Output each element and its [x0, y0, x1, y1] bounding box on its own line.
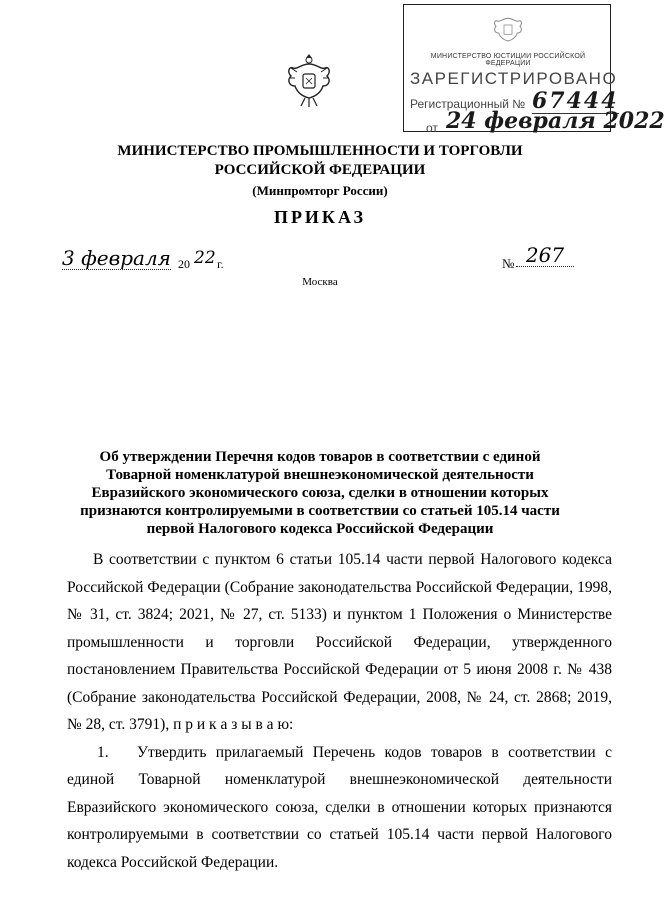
order-body — [67, 546, 612, 876]
preamble-text: В соответствии с пунктом 6 статьи 105.14 части первой Налогового кодекса Российской Федерации (Собрание законодательства Российской Федерации, 1998, № 31, ст. 3824; 2021, № 27, ст. 5133) и пунктом 1 Положения о Министерстве промышленности и торговли Российской Федерации, утвержденного постановлением Правительства Российской Федерации от 5 июня 2008 г. № 438 (Собрание законодательства Российской Федерации, 2008, № 24, ст. 2868; 2019, № 28, ст. 3791), — [67, 551, 612, 733]
stamp-regno-label: Регистрационный № — [410, 97, 526, 111]
stamp-registered-label: ЗАРЕГИСТРИРОВАНО — [410, 69, 618, 88]
registration-stamp — [403, 4, 665, 135]
order-date-handwritten: 3 февраля — [62, 246, 171, 270]
ministry-name-line2: РОССИЙСКОЙ ФЕДЕРАЦИИ — [214, 162, 426, 178]
order-item-1 — [67, 739, 612, 877]
order-number-value: 267 — [516, 244, 574, 267]
order-item-1-text: Утвердить прилагаемый Перечень кодов товаров в соответствии с единой Товарной номенклатурой внешнеэкономической деятельности Евразийского экономического союза, сделки в отношении которых признаются контролируемыми в соответствии со статьей 105.14 части первой Налогового кодекса Российской Федерации. — [67, 743, 612, 871]
order-word: п р и к а з ы в а ю: — [173, 716, 294, 733]
order-year-suffix: г. — [217, 257, 224, 271]
coat-of-arms-icon — [283, 50, 335, 110]
document-type-title: ПРИКАЗ — [273, 207, 367, 227]
order-item-1-number: 1. — [97, 743, 109, 761]
order-year-handwritten: 22 — [194, 248, 216, 268]
stamp-emblem-icon — [490, 9, 526, 49]
city-name: Москва — [302, 276, 338, 288]
stamp-date-value: 24 февраля 2022 — [446, 108, 665, 134]
order-subject-title: Об утверждении Перечня кодов товаров в соответствии с единой Товарной номенклатурой внешнеэкономической деятельности Евразийского экономического союза, сделки в отношении которых признаются контролируемыми в соответствии со статьей 105.14 части первой Налогового кодекса Российской Федерации — [80, 449, 560, 537]
order-number-label: № — [502, 256, 515, 271]
stamp-regno-value: 67444 — [532, 88, 619, 114]
preamble-paragraph — [67, 546, 612, 739]
order-year-prefix: 20 — [178, 257, 190, 271]
ministry-name-line1: МИНИСТЕРСТВО ПРОМЫШЛЕННОСТИ И ТОРГОВЛИ — [117, 143, 523, 159]
ministry-short-name: (Минпромторг России) — [252, 183, 388, 198]
stamp-from-label: от — [426, 121, 438, 135]
stamp-ministry-name: МИНИСТЕРСТВО ЮСТИЦИИ РОССИЙСКОЙ ФЕДЕРАЦИИ — [430, 53, 586, 67]
